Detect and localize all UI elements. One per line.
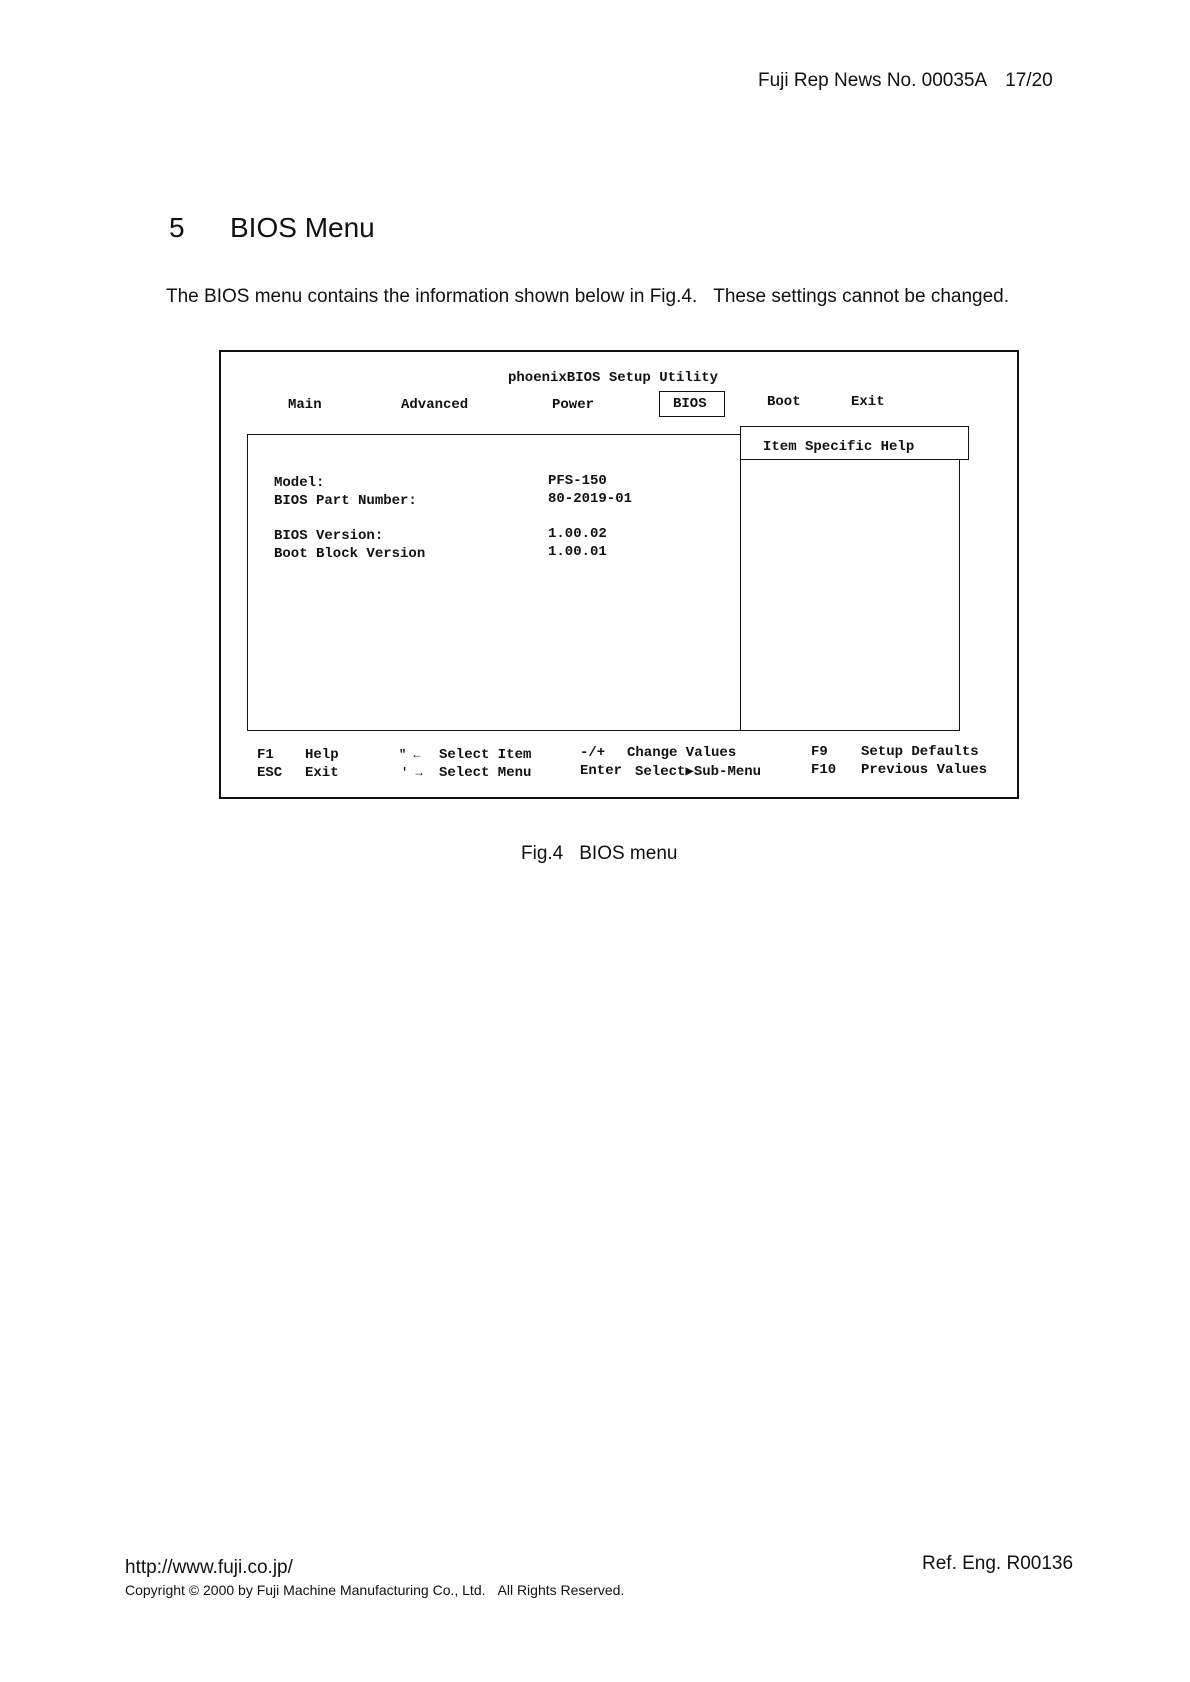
field-value-bios-version: 1.00.02: [548, 526, 607, 542]
select-menu-action: Select Menu: [439, 765, 532, 781]
intro-sentence-2: These settings cannot be changed.: [713, 286, 1009, 307]
arrow-keys-up-down: " ←: [399, 748, 421, 762]
help-panel-header: [740, 426, 969, 460]
figure-caption: [521, 843, 677, 865]
field-label-model: Model:: [274, 475, 325, 491]
footer-url: http://www.fuji.co.jp/: [125, 1557, 293, 1578]
key-plus-minus: -/+: [580, 745, 606, 761]
field-value-model: PFS-150: [548, 473, 607, 489]
key-f9-action: Setup Defaults: [861, 744, 979, 760]
menu-exit[interactable]: Exit: [851, 394, 885, 410]
field-value-boot-block-version: 1.00.01: [548, 544, 607, 560]
key-f9: F9: [811, 744, 828, 760]
figure-label: Fig.4: [521, 843, 564, 864]
arrow-keys-left-right: ' →: [401, 766, 423, 780]
publication-id: Fuji Rep News No. 00035A: [758, 70, 988, 91]
key-f10-action: Previous Values: [861, 762, 988, 778]
menu-main[interactable]: Main: [288, 397, 322, 413]
key-f1-action: Help: [305, 747, 339, 763]
bios-title: phoenixBIOS Setup Utility: [508, 370, 719, 386]
help-panel-divider: [740, 435, 741, 730]
footer-copyright: [125, 1582, 624, 1598]
key-f1: F1: [257, 747, 274, 763]
menu-power[interactable]: Power: [552, 397, 595, 413]
page-header: [758, 70, 1053, 92]
copyright-text: Copyright © 2000 by Fuji Machine Manufacturing Co., Ltd.: [125, 1582, 486, 1598]
field-value-bios-part-number: 80-2019-01: [548, 491, 633, 507]
field-label-bios-version: BIOS Version:: [274, 528, 384, 544]
key-esc-action: Exit: [305, 765, 339, 781]
section-number: 5: [169, 212, 185, 243]
sub-menu-action: Select▶Sub-Menu: [635, 764, 762, 780]
reference-number: Ref. Eng. R00136: [922, 1553, 1074, 1574]
field-label-boot-block-version: Boot Block Version: [274, 546, 426, 562]
rights-text: All Rights Reserved.: [497, 1582, 625, 1598]
intro-sentence-1: The BIOS menu contains the information shown below in Fig.4.: [166, 286, 698, 307]
figure-caption-text: BIOS menu: [579, 843, 678, 864]
menu-bios[interactable]: BIOS: [673, 396, 707, 412]
change-values-action: Change Values: [627, 745, 737, 761]
key-esc: ESC: [257, 765, 283, 781]
key-enter: Enter: [580, 763, 623, 779]
page-number: 17/20: [1005, 70, 1053, 91]
bios-content-panel: [247, 434, 960, 731]
bios-screen: [219, 350, 1019, 799]
section-title: BIOS Menu: [230, 212, 375, 243]
menu-advanced[interactable]: Advanced: [401, 397, 469, 413]
select-item-action: Select Item: [439, 747, 532, 763]
help-panel-title: Item Specific Help: [763, 439, 915, 455]
intro-paragraph: [166, 286, 1009, 308]
key-f10: F10: [811, 762, 837, 778]
menu-boot[interactable]: Boot: [767, 394, 801, 410]
field-label-bios-part-number: BIOS Part Number:: [274, 493, 417, 509]
